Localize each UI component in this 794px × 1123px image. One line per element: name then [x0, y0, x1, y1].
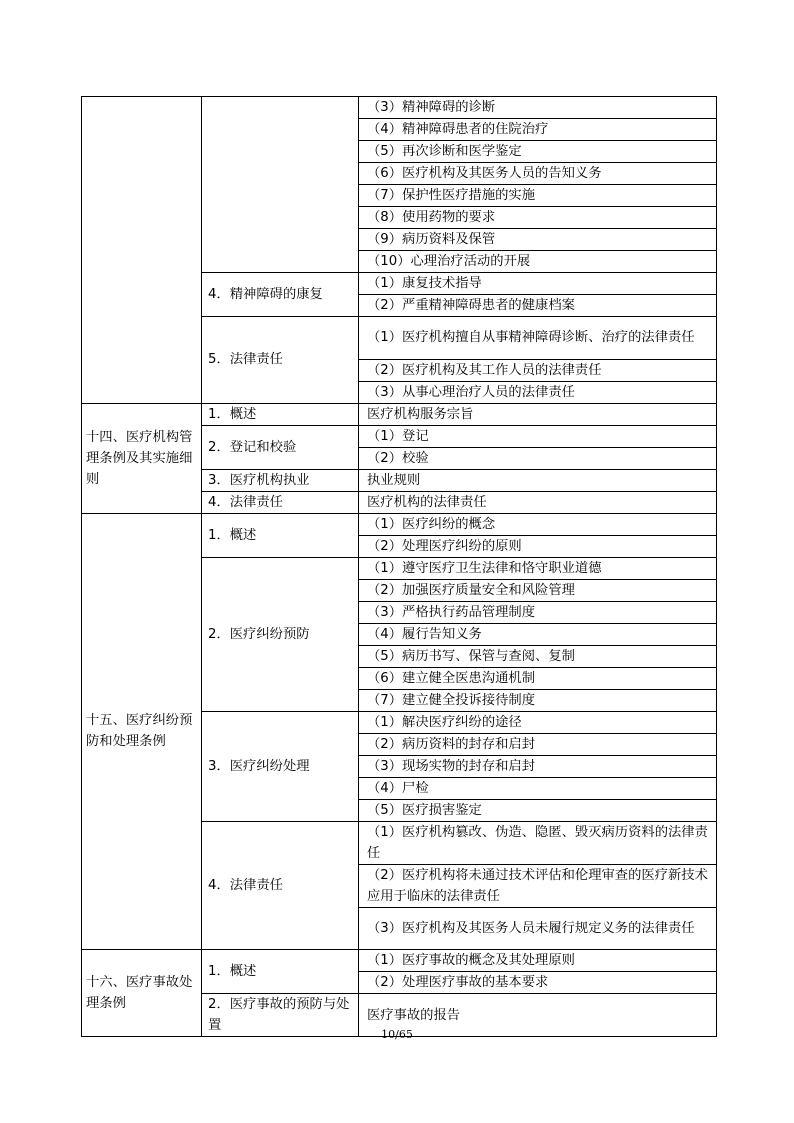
item-cell: （7）保护性医疗措施的实施 [359, 185, 717, 207]
item-cell: （1）遵守医疗卫生法律和恪守职业道德 [359, 557, 717, 579]
item-cell: （1）医疗机构擅自从事精神障碍诊断、治疗的法律责任 [359, 317, 717, 360]
item-cell: （1）解决医疗纠纷的途径 [359, 711, 717, 733]
item-cell: （1）登记 [359, 425, 717, 447]
item-cell: （1）医疗事故的概念及其处理原则 [359, 950, 717, 972]
topic-cell: 4．法律责任 [202, 491, 359, 513]
item-cell: （3）现场实物的封存和启封 [359, 755, 717, 777]
topic-cell: 1．概述 [202, 513, 359, 557]
item-cell: （4）精神障碍患者的住院治疗 [359, 119, 717, 141]
item-cell: （2）加强医疗质量安全和风险管理 [359, 579, 717, 601]
item-cell: （2）医疗机构及其工作人员的法律责任 [359, 359, 717, 381]
topic-cell: 3．医疗机构执业 [202, 469, 359, 491]
item-cell: （10）心理治疗活动的开展 [359, 251, 717, 273]
item-cell: （1）医疗机构篡改、伪造、隐匿、毁灭病历资料的法律责任 [359, 821, 717, 864]
item-cell: （5）再次诊断和医学鉴定 [359, 141, 717, 163]
item-cell: （3）医疗机构及其医务人员未履行规定义务的法律责任 [359, 907, 717, 950]
table-row [82, 950, 717, 972]
topic-cell: 4．法律责任 [202, 821, 359, 950]
item-cell: （3）从事心理治疗人员的法律责任 [359, 381, 717, 403]
item-cell: （7）建立健全投诉接待制度 [359, 689, 717, 711]
item-cell: （1）医疗纠纷的概念 [359, 513, 717, 535]
item-cell: （3）严格执行药品管理制度 [359, 601, 717, 623]
item-cell: （4）履行告知义务 [359, 623, 717, 645]
topic-cell: 2．医疗事故的预防与处置 [202, 994, 359, 1037]
item-cell: （3）精神障碍的诊断 [359, 97, 717, 119]
topic-cell: 5．法律责任 [202, 317, 359, 404]
item-cell: （2）严重精神障碍患者的健康档案 [359, 295, 717, 317]
item-cell: （6）建立健全医患沟通机制 [359, 667, 717, 689]
item-cell: （6）医疗机构及其医务人员的告知义务 [359, 163, 717, 185]
section-cell: 十四、医疗机构管理条例及其实施细则 [82, 403, 202, 513]
item-cell: （2）处理医疗事故的基本要求 [359, 972, 717, 994]
table-row [82, 97, 717, 119]
section-cell: 十五、医疗纠纷预防和处理条例 [82, 513, 202, 950]
item-cell: 医疗机构的法律责任 [359, 491, 717, 513]
item-cell: （2）医疗机构将未通过技术评估和伦理审查的医疗新技术应用于临床的法律责任 [359, 864, 717, 907]
table-row [82, 403, 717, 425]
topic-cell: 3．医疗纠纷处理 [202, 711, 359, 821]
item-cell: 医疗事故的报告 [359, 994, 717, 1037]
topic-cell: 1．概述 [202, 950, 359, 994]
item-cell: （2）病历资料的封存和启封 [359, 733, 717, 755]
item-cell: （8）使用药物的要求 [359, 207, 717, 229]
section-cell [82, 97, 202, 404]
outline-table [81, 96, 717, 1037]
item-cell: 医疗机构服务宗旨 [359, 403, 717, 425]
topic-cell: 4．精神障碍的康复 [202, 273, 359, 317]
item-cell: （9）病历资料及保管 [359, 229, 717, 251]
item-cell: （1）康复技术指导 [359, 273, 717, 295]
topic-cell [202, 97, 359, 273]
item-cell: （2）校验 [359, 447, 717, 469]
topic-cell: 2．医疗纠纷预防 [202, 557, 359, 711]
item-cell: 执业规则 [359, 469, 717, 491]
table-row [82, 513, 717, 535]
topic-cell: 1．概述 [202, 403, 359, 425]
item-cell: （4）尸检 [359, 777, 717, 799]
topic-cell: 2．登记和校验 [202, 425, 359, 469]
item-cell: （2）处理医疗纠纷的原则 [359, 535, 717, 557]
page-number: 10/65 [381, 1028, 413, 1041]
item-cell: （5）医疗损害鉴定 [359, 799, 717, 821]
section-cell: 十六、医疗事故处理条例 [82, 950, 202, 1037]
item-cell: （5）病历书写、保管与查阅、复制 [359, 645, 717, 667]
